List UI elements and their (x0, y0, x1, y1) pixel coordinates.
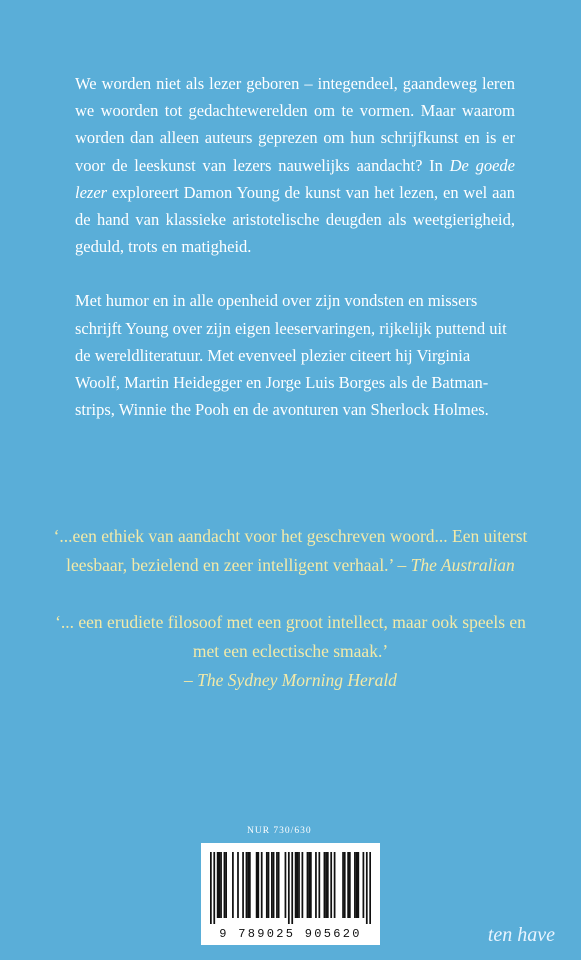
barcode-bar (268, 852, 270, 918)
barcode-bar (261, 852, 263, 918)
barcode-bar (325, 852, 327, 918)
quote-source: The Australian (410, 555, 515, 575)
barcode-bar (242, 852, 244, 918)
barcode-bar (291, 852, 293, 924)
barcode-bar (225, 852, 227, 918)
barcode-bar (271, 852, 273, 918)
barcode-bar (349, 852, 351, 918)
review-quote-1: ‘...een ethiek van aandacht voor het geschreven woord... Een uiterst leesbaar, bezielend en zeer intelligent verhaal.’ – The Australian (53, 526, 528, 575)
barcode-bar (295, 852, 297, 918)
barcode-bar (220, 852, 222, 918)
barcode-bar (344, 852, 346, 918)
blurb-paragraph-1: We worden niet als lezer geboren – integendeel, gaandeweg leren we woorden tot gedachtewerelden om te vormen. Maar waarom worden dan alleen auteurs geprezen om hun schrijfkunst en is er voor de leeskunst van lezers nauwelijks aandacht? In De goede lezer exploreert Damon Young de kunst van het lezen, en wel aan de hand van klassieke aristotelische deugden als weetgierigheid, geduld, trots en matigheid. (75, 74, 516, 257)
barcode-bars (210, 852, 371, 924)
barcode-bar (310, 852, 312, 918)
barcode-bar (308, 852, 310, 918)
barcode-bar (324, 852, 326, 918)
barcode-bar (334, 852, 336, 918)
blurb-text (75, 70, 515, 450)
barcode-bar (342, 852, 344, 918)
barcode-bar (232, 852, 234, 918)
barcode-bar (249, 852, 251, 918)
barcode-bar (327, 852, 329, 918)
barcode-bar (217, 852, 219, 918)
barcode-bar (307, 852, 309, 918)
barcode-bar (298, 852, 300, 918)
publisher-logo: ten have (487, 924, 555, 946)
barcode-bar (246, 852, 248, 918)
barcode-bar (354, 852, 356, 918)
barcode-bar (237, 852, 239, 918)
barcode-bar (218, 852, 220, 918)
barcode-bar (224, 852, 226, 918)
isbn-barcode (201, 843, 380, 945)
barcode-bar (330, 852, 332, 918)
book-title: De goede lezer (75, 155, 516, 202)
review-quotes (40, 522, 541, 723)
barcode-bar (366, 852, 368, 924)
barcode-bar (273, 852, 275, 918)
barcode-bar (315, 852, 317, 918)
nur-code: NUR 730/630 (247, 826, 312, 836)
quote-source: – The Sydney Morning Herald (184, 670, 397, 690)
barcode-bar (210, 852, 212, 924)
barcode-bar (347, 852, 349, 918)
review-quote-2: ‘... een erudiete filosoof met een groot intellect, maar ook speels en met een eclectische smaak.’ – The Sydney Morning Herald (55, 612, 526, 690)
barcode-bar (296, 852, 298, 918)
barcode-bar (276, 852, 278, 918)
barcode-bar (256, 852, 258, 918)
barcode-bar (247, 852, 249, 918)
barcode-bar (213, 852, 215, 924)
isbn-number: 9 789025 905620 (219, 927, 362, 941)
barcode-bar (302, 852, 304, 918)
barcode-bar (257, 852, 259, 918)
barcode-bar (369, 852, 371, 924)
barcode-bar (278, 852, 280, 918)
barcode-bar (288, 852, 290, 924)
barcode-bar (318, 852, 320, 918)
blurb-paragraph-2: Met humor en in alle openheid over zijn vondsten en missers schrijft Young over zijn eigen leeservaringen, rijkelijk puttend uit de wereldliteratuur. Met evenveel plezier citeert hij Virginia Woolf, Martin Heidegger en Jorge Luis Borges als de Batman-strips, Winnie the Pooh en de avonturen van Sherlock Holmes. (75, 291, 507, 420)
barcode-bar (285, 852, 287, 918)
barcode-bar (266, 852, 268, 918)
barcode-bar (363, 852, 365, 918)
barcode-bar (356, 852, 358, 918)
barcode-bar (357, 852, 359, 918)
